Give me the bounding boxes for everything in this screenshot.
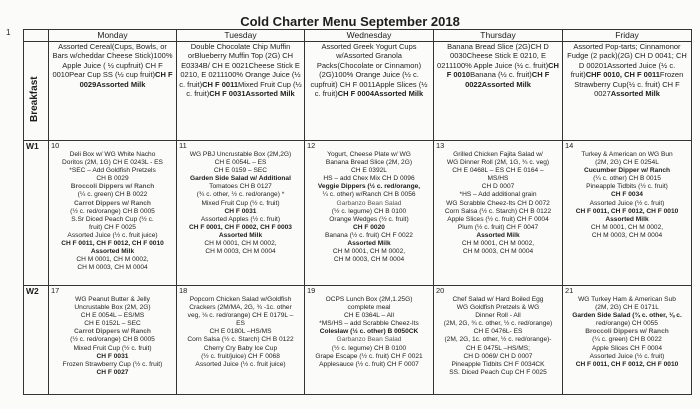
menu-line: CH E 0054L – ES [214,159,267,167]
menu-line: Dinner Roll - All [475,312,521,320]
menu-line: 100% Apple Juice ( ½ cup [62,51,173,70]
menu-line: CH D 0007 [481,183,515,191]
menu-line: Plum (½ c. fruit) CH F 0047 [457,223,539,231]
menu-line: Banana Bread Slice (2M, 2G) [325,159,413,167]
menu-line: CH E 0152L – SEC [84,320,141,328]
menu-line: Orange Wedges (½ c. fruit) [329,215,409,223]
date-number: 14 [565,141,574,150]
breakfast-cell [563,42,692,141]
menu-line: WG Peanut Butter & Jelly [75,296,150,303]
menu-line: Assorted Juice (½ c. fruit juice) [67,231,158,239]
day-header: Tuesday [177,30,305,42]
menu-line: Cheese Stick E 0210, E 0211 [180,60,300,80]
menu-line: Garden Side Salad (¾ c. other, ⅛ c. [572,312,682,320]
menu-line: Garbanzo Bean Salad [336,199,402,207]
menu-line: CH M 0003, CH M 0004 [77,264,148,272]
menu-line: CH M 0003, CH M 0004 [462,248,534,256]
menu-line: CH E 0364L – All [344,312,394,320]
date-number: 21 [565,286,574,295]
menu-line: Pear Cup SS (½ cup fruit) [69,70,156,80]
menu-line: Mixed Fruit Cup (½ c. fruit) [186,79,302,99]
menu-line: Broccoli Dippers w/ Ranch [585,328,669,336]
menu-line: fruit) CH F 0010 [52,60,163,80]
menu-line: Assorted Milk [218,231,263,239]
menu-line: Assorted Cereal [58,42,112,51]
menu-line: (Cups, Bowls, or Bars w/ [52,42,167,61]
menu-line: Assorted Juice (½ c. fruit) [589,199,665,207]
lunch-cell [434,286,563,395]
lunch-cell [305,141,434,286]
menu-line: (½ c. legume) CH B 0100 [331,207,407,215]
menu-line: 100% Apple Juice (½ c. fruit) [452,60,549,70]
breakfast-cell [434,42,563,141]
menu-line: fruit) CH F 0025 [89,223,136,231]
menu-line: Assorted Pop-tarts; Cinnamon [573,42,674,51]
menu-line: (¾ c. other, ½ c. red/orange) * [196,191,285,199]
menu-line: Coleslaw (½ c. other) B 0050CK [319,328,419,336]
menu-line: veg, ⅛ c. red/orange) CH E 0179L – [187,312,294,320]
breakfast-row [24,42,692,141]
menu-line: CH E 0476L- ES [473,328,523,336]
menu-line: CH F 0020 [353,223,385,231]
menu-line: (½ c. legume) CH B 0100 [331,344,407,352]
menu-line: Veggie Dippers (½ c. red/orange, [317,183,421,191]
menu-line: CH M 0001, CH M 0002, [204,240,277,248]
breakfast-label: Breakfast [29,76,40,122]
menu-line: HS – add Chex Mix CH D 0096 [323,175,415,183]
menu-line: CH E 0159 – SEC [213,167,268,175]
lunch-cell [563,286,692,395]
menu-line: Grape Escape (½ c. fruit) CH F 0021 [315,352,423,360]
day-header-row [24,30,692,42]
menu-line: complete meal [347,304,391,312]
menu-line: CH M 0001, CH M 0002, [76,256,149,264]
menu-line: Chef Salad w/ Hard Boiled Egg [452,296,544,303]
menu-line: ES [236,320,245,328]
menu-line: Corn Salsa (½ c. Starch) CH B 0122 [444,207,552,215]
lunch-cell [177,141,305,286]
menu-line: CH D 0069/ CH D 0007 [463,352,533,360]
menu-line: CH F 0001, CH F 0002, CH F 0003 [189,223,292,231]
menu-line: Apple Slices CH F 0004 [591,344,662,352]
day-header: Wednesday [305,30,434,42]
menu-line: CH E 0392L [351,167,387,175]
breakfast-cell [305,42,434,141]
menu-line: CH M 0001, CH M 0002, [461,240,535,248]
menu-line: Assorted Milk [347,240,391,248]
menu-line: Assorted Milk [605,215,649,223]
menu-line: cheddar Cheese Stick) [77,51,154,61]
menu-line: OCPS Lunch Box (2M,1.25G) [325,296,413,303]
menu-line: WG Dinner Roll (2M, 1G, ¾ c. veg) [446,159,550,167]
date-number: 12 [307,141,316,150]
menu-line: (½ c. red/orange) CH B 0005 [70,207,155,215]
date-number: 10 [51,141,60,150]
menu-line: Cherry Cry Baby Ice Cup [203,344,278,352]
menu-line: (¼ c. other) CH B 0015 [593,175,661,183]
menu-line: (2M, 2G, ¾ c. other, ½ c. red/orange) [443,320,553,328]
menu-line: Assorted Milk [245,89,295,99]
menu-line: Assorted Granola Packs [316,51,402,70]
menu-line: Yogurt, Cheese Plate w/ WG [327,151,411,158]
date-number: 13 [436,141,445,150]
menu-line: Apple Slices (½ c. fruit) [314,79,428,99]
menu-line: CH F 0011, CH F 0012, CH F 0010 [575,207,679,215]
lunch-cell [305,286,434,395]
menu-line: 0334B/ CH E 0021 [186,60,249,70]
menu-line: Assorted Milk [90,248,135,256]
menu-line: CH F 0022 [465,70,550,89]
menu-line: (½ c. fruit/juice) CH F 0068 [201,352,280,360]
menu-line: Deli Box w/ WG White Nacho [69,151,156,158]
menu-line: Assorted Milk [610,89,660,99]
menu-line: Popcorn Chicken Salad w/Goldfish [189,296,292,303]
menu-line: ¼ c. other) w/Ranch CH B 0056 [322,191,416,199]
date-number: 20 [436,286,445,295]
breakfast-label-cell [24,42,49,141]
day-header: Thursday [434,30,563,42]
menu-line: Tomatoes CH B 0127 [209,183,272,191]
menu-line: *MS/HS – add Scrabble Cheez-Its [319,320,419,328]
menu-line: Assorted Milk [374,89,424,99]
menu-line: Assorted Apples (½ c. fruit) [200,215,281,223]
menu-line: (2M, 2G) CH E 0171L [595,304,659,312]
menu-line: Pineapple Tidbits CH F 0034CK [451,360,545,368]
menu-line: CH F 0031 [209,89,246,99]
menu-line: CH B 0029 [96,175,129,183]
menu-line: (¼ c. green) CH B 0022 [592,336,662,344]
menu-line: CH F 0031 [96,352,129,360]
menu-line: *SEC – Add Goldfish Pretzels [69,167,156,175]
breakfast-cell [177,42,305,141]
menu-line: CH E 0180L –HS/MS [209,328,272,336]
menu-line: (2G) CH D 0041; CH D 00201 [578,51,687,70]
menu-line: Carrot Dippers w/ Ranch [74,328,151,336]
week-row [24,141,692,286]
menu-line: Cucumber Dipper w/ Ranch [583,167,671,175]
menu-line: CH E 0054L – ES/MS [80,312,145,320]
menu-line: CH D 0030 [450,42,549,61]
menu-line: (Chocolate or Cinnamon) (2G) [319,60,422,80]
menu-line: CH E 0475L –HS/MS; [466,344,530,352]
menu-line: CH E 0468L – ES CH E 0164 – [452,167,544,175]
menu-line: Banana (½ c. fruit) CH F 0022 [325,231,413,239]
menu-line: 100% Orange Juice (½ c. fruit) [179,70,301,89]
menu-line: CH F 0011, CH F 0012, CH F 0010 [61,240,164,248]
menu-line: Double Chocolate Chip Muffin or [187,42,291,61]
menu-line: Assorted Milk [476,231,520,239]
menu-line: (2M, 2G, 1c. other, ½ c. red/orange)- [444,336,552,344]
menu-line: (½ c. red/orange) CH B 0005 [70,336,155,344]
breakfast-cell [49,42,177,141]
menu-line: Assorted Juice (½ c. fruit juice) [195,360,286,368]
menu-line: (¼ c. green) CH B 0022 [77,191,148,199]
menu-line: CH F 0010 [446,60,559,80]
week-row [24,286,692,395]
menu-line: CH M 0003, CH M 0004 [205,248,276,256]
menu-line: CH M 0001, CH M 0002, [590,223,664,231]
menu-line: WG Scrabble Cheez-Its CH D 0072 [446,199,550,207]
day-header: Friday [563,30,692,42]
menu-line: CH M 0003, CH M 0004 [591,231,663,239]
menu-line: Frozen Strawberry Cup (½ c. fruit) [62,360,163,368]
menu-line: *HS – Add additional grain [459,191,537,199]
menu-line: CH F 0011, CH F 0012, CH F 0010 [575,360,679,368]
menu-line: Assorted Milk [481,79,531,89]
menu-line: Broccoli Dippers w/ Ranch [70,183,155,191]
menu-line: CH F 0031 [224,207,257,215]
menu-line: or Fudge (2 pack) [567,42,681,61]
menu-line: Cheese Stick E 0210, E 0211 [437,51,546,70]
date-number: 17 [51,286,60,295]
menu-line: Pineapple Tidbits (½ c. fruit) [586,183,668,191]
menu-line: CH M 0001, CH M 0002, [332,248,406,256]
menu-line: Corn Salsa (½ c. Starch) CH B 0122 [187,336,294,344]
menu-line: CH F 0027 [96,368,129,376]
corner-cell [24,30,49,42]
menu-line: Banana Bread Slice (2G) [447,42,531,51]
menu-line: Carrot Dippers w/ Ranch [74,199,151,207]
menu-line: SS. Diced Peach Cup CH F 0025 [449,368,547,376]
menu-line: CH F 0011 [202,79,238,89]
menu-line: Applesauce (½ c. fruit) CH F 0007 [319,360,419,368]
menu-line: Assorted Juice (½ c. fruit) [589,352,665,360]
menu-line: CH M 0003, CH M 0004 [333,256,405,264]
page-title: Cold Charter Menu September 2018 [240,14,460,29]
week-label: W2 [24,286,49,395]
menu-line: Garden Side Salad w/ Additional [190,175,291,183]
menu-line: Assorted Milk [96,79,146,89]
menu-line: Turkey & American on WG Bun [581,151,673,158]
menu-line: Mixed Fruit Cup (½ c. fruit) [73,344,152,352]
lunch-cell [49,141,177,286]
lunch-cell [563,141,692,286]
menu-line: WG Turkey Ham & American Sub [578,296,676,303]
menu-line: 100% Orange Juice (½ c. cup [310,70,419,89]
menu-line: CH F 0034 [611,191,643,199]
menu-line: S.Sr Diced Peach Cup (½ c. [71,215,154,223]
menu-line: CH F 0004 [337,89,374,99]
menu-line: MS/HS [487,175,509,183]
week-label: W1 [24,141,49,286]
menu-line: Crackers (2M/MA, 2G, ¾ -1c. other [189,304,292,312]
menu-line: Blueberry Muffin Top (2G) CH E [181,51,294,70]
menu-line: Assorted Greek Yogurt Cups w/ [321,42,417,61]
menu-line: Banana (½ c. fruit) [470,70,532,80]
menu-line: WG PBJ Uncrustable Box (2M,2G) [189,151,292,158]
menu-line: Mixed Fruit Cup (½ c. fruit) [201,199,280,207]
date-number: 11 [179,141,187,150]
menu-line: Garbanzo Bean Salad [336,336,402,344]
menu-line: CH F 0029 [79,70,173,89]
menu-line: Uncrustable Box (2M, 2G) [74,304,151,312]
menu-line: fruit) CH F 0011 [322,79,376,89]
menu-line: Doritos (2M, 1G) CH E 0243L - ES [62,159,163,167]
menu-table [23,29,692,395]
lunch-cell [177,286,305,395]
menu-line: Assorted Juice (½ c. fruit) [570,60,676,80]
lunch-cell [434,141,563,286]
menu-line: red/orange) CH 0055 [596,320,658,328]
menu-line: Frozen Strawberry Cup [574,70,684,89]
menu-line: CHF 0010, CH F 0011 [585,70,660,80]
menu-line: (2M, 2G) CH E 0254L [595,159,659,167]
menu-line: WG Goldfish Pretzels & WG [456,304,540,312]
day-header: Monday [49,30,177,42]
lunch-cell [49,286,177,395]
menu-line: Apple Slices (½ c. fruit) CH F 0004 [447,215,549,223]
date-number: 19 [307,286,316,295]
menu-line: Grilled Chicken Fajita Salad w/ [453,151,543,158]
menu-line: (½ c. fruit) CH F 0027 [594,79,680,99]
page-marker: 1 [6,28,11,37]
date-number: 18 [179,286,188,295]
